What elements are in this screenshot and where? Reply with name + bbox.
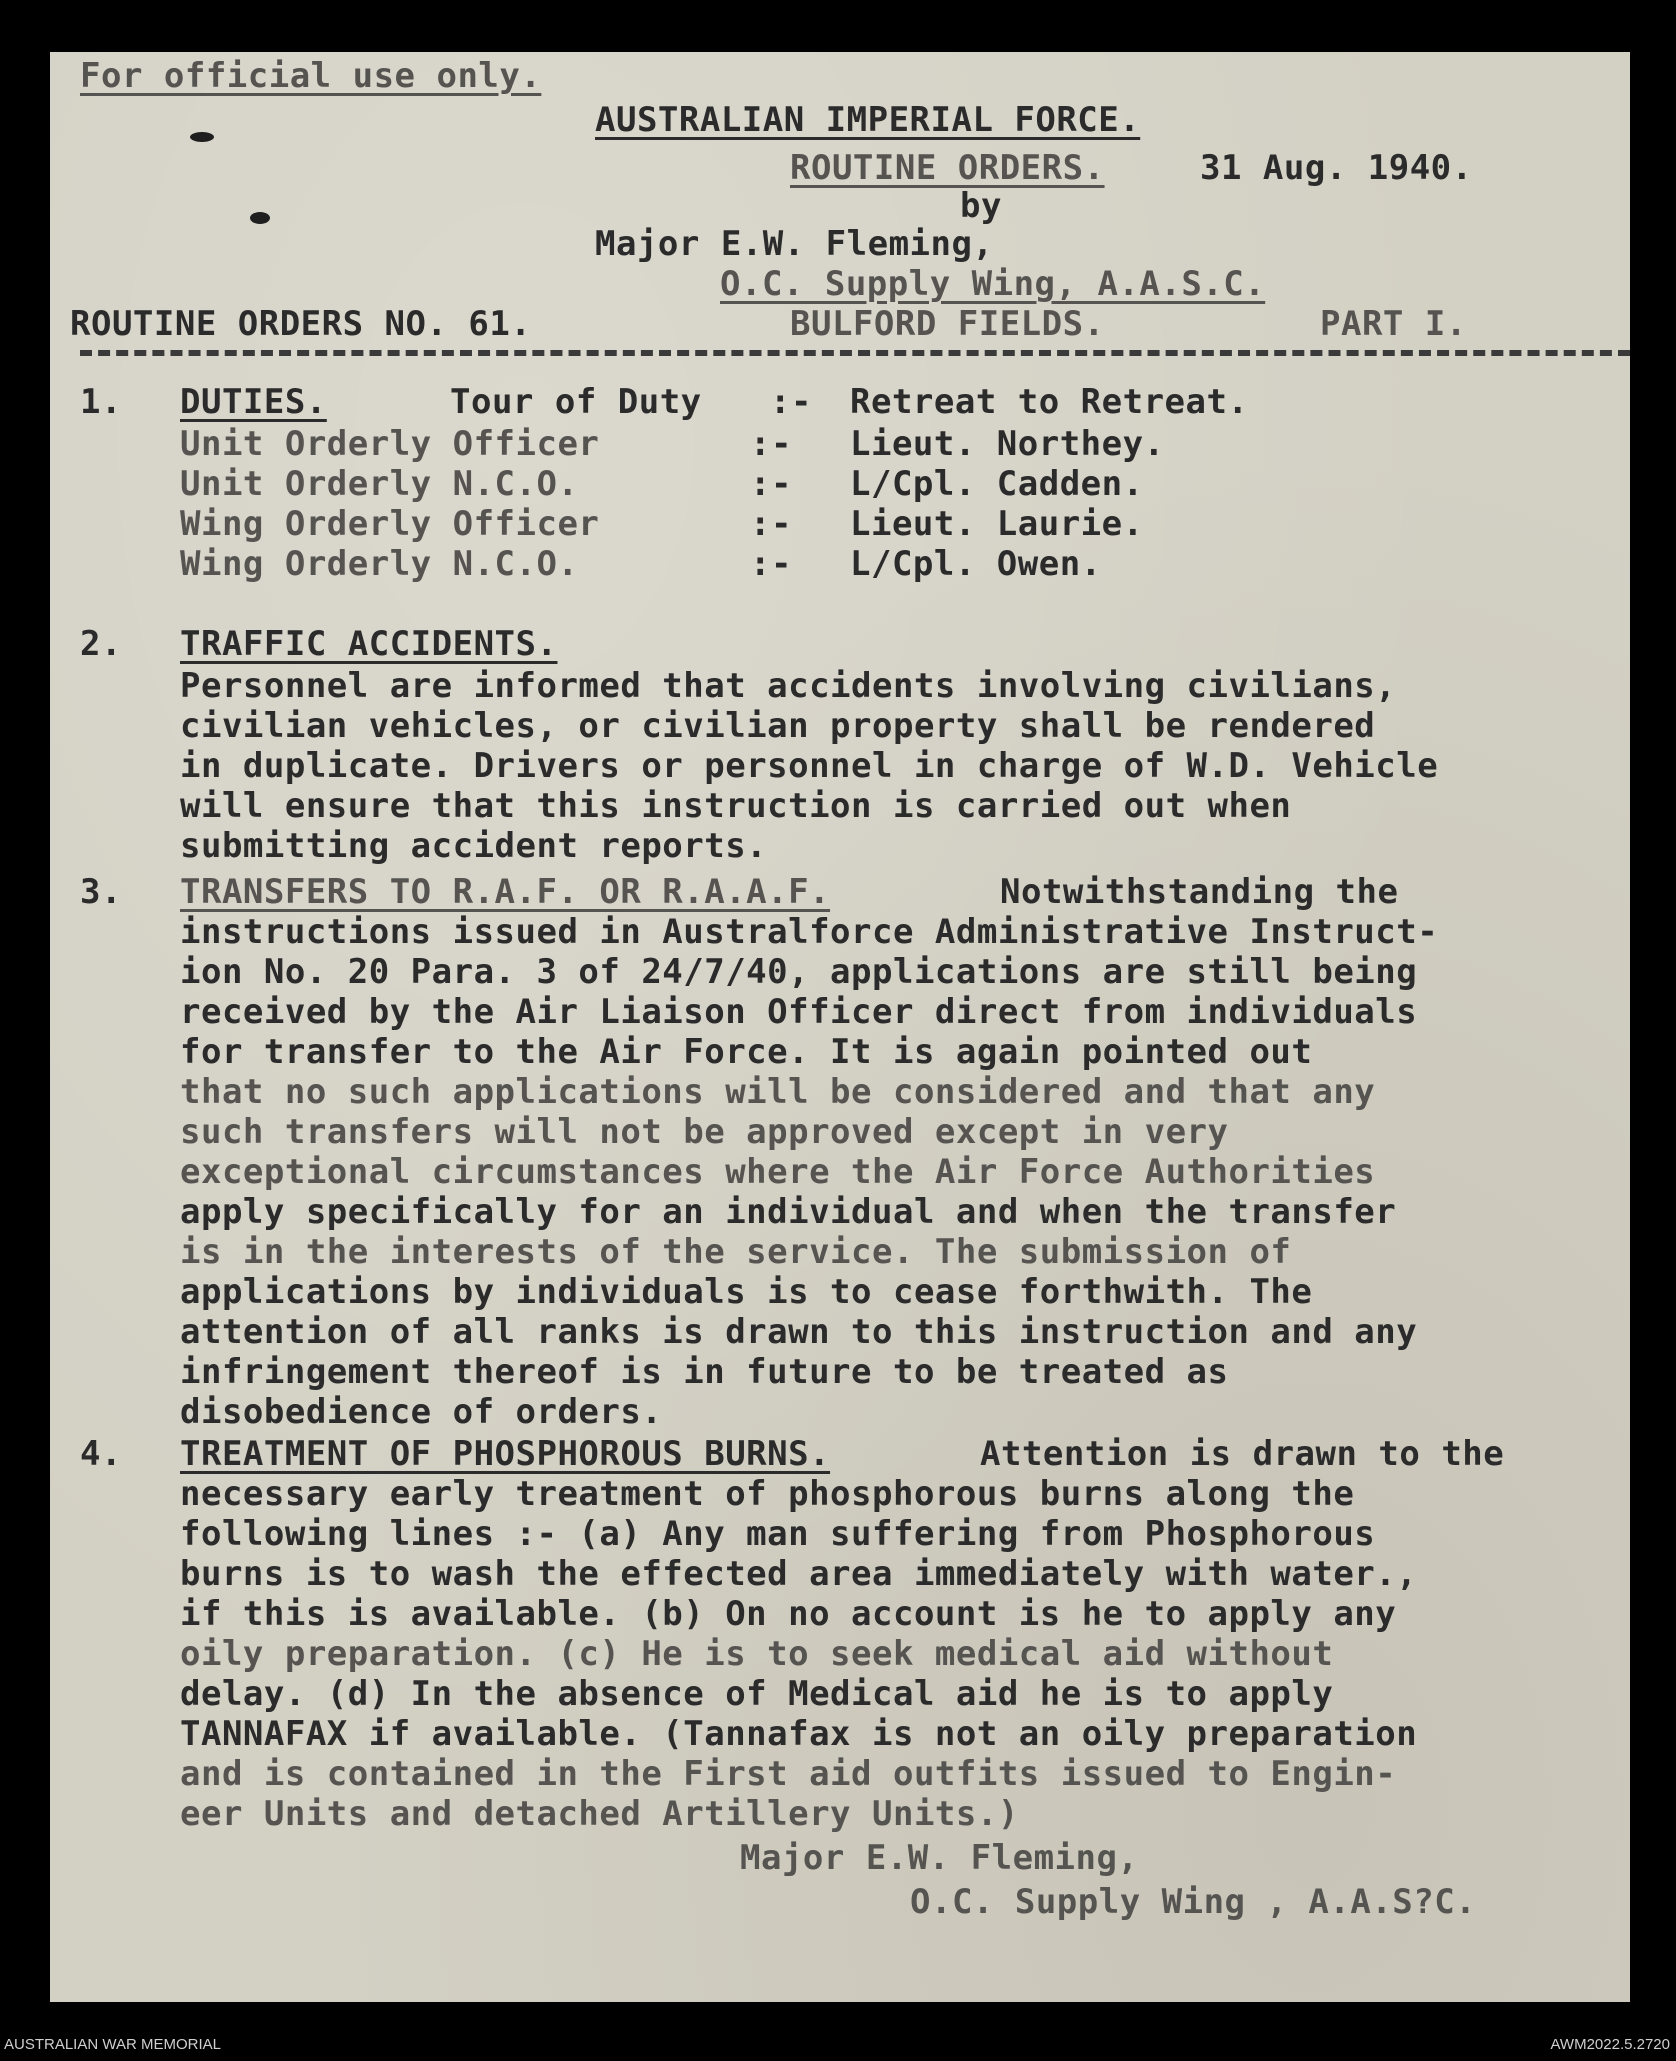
- duty-name: L/Cpl. Owen.: [850, 544, 1102, 584]
- tour-label: Tour of Duty: [450, 382, 702, 422]
- paragraph-line: apply specifically for an individual and when the transfer: [180, 1192, 1397, 1232]
- order-part: PART I.: [1320, 304, 1467, 344]
- paragraph-line: Attention is drawn to the: [980, 1434, 1505, 1474]
- section-number: 2.: [80, 624, 122, 664]
- section-number: 1.: [80, 382, 122, 422]
- paragraph-line: that no such applications will be considered and that any: [180, 1072, 1376, 1112]
- duty-name: Lieut. Northey.: [850, 424, 1165, 464]
- duty-separator: :-: [750, 424, 792, 464]
- duty-separator: :-: [750, 504, 792, 544]
- paragraph-line: instructions issued in Australforce Administrative Instruct-: [180, 912, 1439, 952]
- author-unit: O.C. Supply Wing, A.A.S.C.: [720, 264, 1266, 304]
- by-label: by: [960, 186, 1002, 226]
- duty-name: Lieut. Laurie.: [850, 504, 1144, 544]
- orders-title: ROUTINE ORDERS.: [790, 148, 1105, 188]
- duty-separator: :-: [750, 544, 792, 584]
- duty-role: Unit Orderly N.C.O.: [180, 464, 579, 504]
- paragraph-line: and is contained in the First aid outfits issued to Engin-: [180, 1754, 1397, 1794]
- official-use-note: For official use only.: [80, 56, 542, 96]
- paragraph-line: exceptional circumstances where the Air Force Authorities: [180, 1152, 1376, 1192]
- order-number: ROUTINE ORDERS NO. 61.: [70, 304, 532, 344]
- paragraph-line: submitting accident reports.: [180, 826, 768, 866]
- duty-role: Unit Orderly Officer: [180, 424, 600, 464]
- paragraph-line: TANNAFAX if available. (Tannafax is not an oily preparation: [180, 1714, 1418, 1754]
- tour-separator: :-: [770, 382, 812, 422]
- order-date: 31 Aug. 1940.: [1200, 148, 1473, 188]
- section-title: DUTIES.: [180, 382, 327, 422]
- section-title: TREATMENT OF PHOSPHOROUS BURNS.: [180, 1434, 831, 1474]
- section-number: 4.: [80, 1434, 122, 1474]
- signature-name: Major E.W. Fleming,: [740, 1838, 1139, 1878]
- paragraph-line: if this is available. (b) On no account is he to apply any: [180, 1594, 1397, 1634]
- paragraph-line: will ensure that this instruction is carried out when: [180, 786, 1292, 826]
- organisation-title: AUSTRALIAN IMPERIAL FORCE.: [595, 100, 1141, 140]
- paragraph-line: oily preparation. (c) He is to seek medical aid without: [180, 1634, 1334, 1674]
- paragraph-line: is in the interests of the service. The submission of: [180, 1232, 1292, 1272]
- section-title: TRANSFERS TO R.A.F. OR R.A.A.F.: [180, 872, 831, 912]
- paragraph-line: Personnel are informed that accidents involving civilians,: [180, 666, 1397, 706]
- section-title: TRAFFIC ACCIDENTS.: [180, 624, 558, 664]
- paragraph-line: Notwithstanding the: [1000, 872, 1399, 912]
- paragraph-line: infringement thereof is in future to be treated as: [180, 1352, 1229, 1392]
- paragraph-line: disobedience of orders.: [180, 1392, 663, 1432]
- order-location: BULFORD FIELDS.: [790, 304, 1105, 344]
- duty-role: Wing Orderly Officer: [180, 504, 600, 544]
- paragraph-line: attention of all ranks is drawn to this instruction and any: [180, 1312, 1418, 1352]
- paragraph-line: delay. (d) In the absence of Medical aid he is to apply: [180, 1674, 1334, 1714]
- document-page: [50, 52, 1630, 2002]
- paragraph-line: ion No. 20 Para. 3 of 24/7/40, applications are still being: [180, 952, 1418, 992]
- paragraph-line: for transfer to the Air Force. It is again pointed out: [180, 1032, 1313, 1072]
- paragraph-line: eer Units and detached Artillery Units.): [180, 1794, 1019, 1834]
- paragraph-line: necessary early treatment of phosphorous burns along the: [180, 1474, 1355, 1514]
- ink-smudge: [250, 212, 270, 224]
- duty-role: Wing Orderly N.C.O.: [180, 544, 579, 584]
- separator-line: [80, 350, 1630, 356]
- paragraph-line: in duplicate. Drivers or personnel in charge of W.D. Vehicle: [180, 746, 1439, 786]
- paragraph-line: civilian vehicles, or civilian property shall be rendered: [180, 706, 1376, 746]
- paragraph-line: following lines :- (a) Any man suffering from Phosphorous: [180, 1514, 1376, 1554]
- footer-archive-name: AUSTRALIAN WAR MEMORIAL: [4, 2036, 221, 2053]
- tour-value: Retreat to Retreat.: [850, 382, 1249, 422]
- paragraph-line: burns is to wash the effected area immediately with water.,: [180, 1554, 1418, 1594]
- author-name: Major E.W. Fleming,: [595, 224, 994, 264]
- footer-reference: AWM2022.5.2720: [1550, 2036, 1670, 2053]
- paragraph-line: such transfers will not be approved except in very: [180, 1112, 1229, 1152]
- paragraph-line: received by the Air Liaison Officer direct from individuals: [180, 992, 1418, 1032]
- section-number: 3.: [80, 872, 122, 912]
- paragraph-line: applications by individuals is to cease forthwith. The: [180, 1272, 1313, 1312]
- signature-unit: O.C. Supply Wing , A.A.S?C.: [910, 1882, 1477, 1922]
- ink-smudge: [190, 132, 214, 142]
- duty-name: L/Cpl. Cadden.: [850, 464, 1144, 504]
- duty-separator: :-: [750, 464, 792, 504]
